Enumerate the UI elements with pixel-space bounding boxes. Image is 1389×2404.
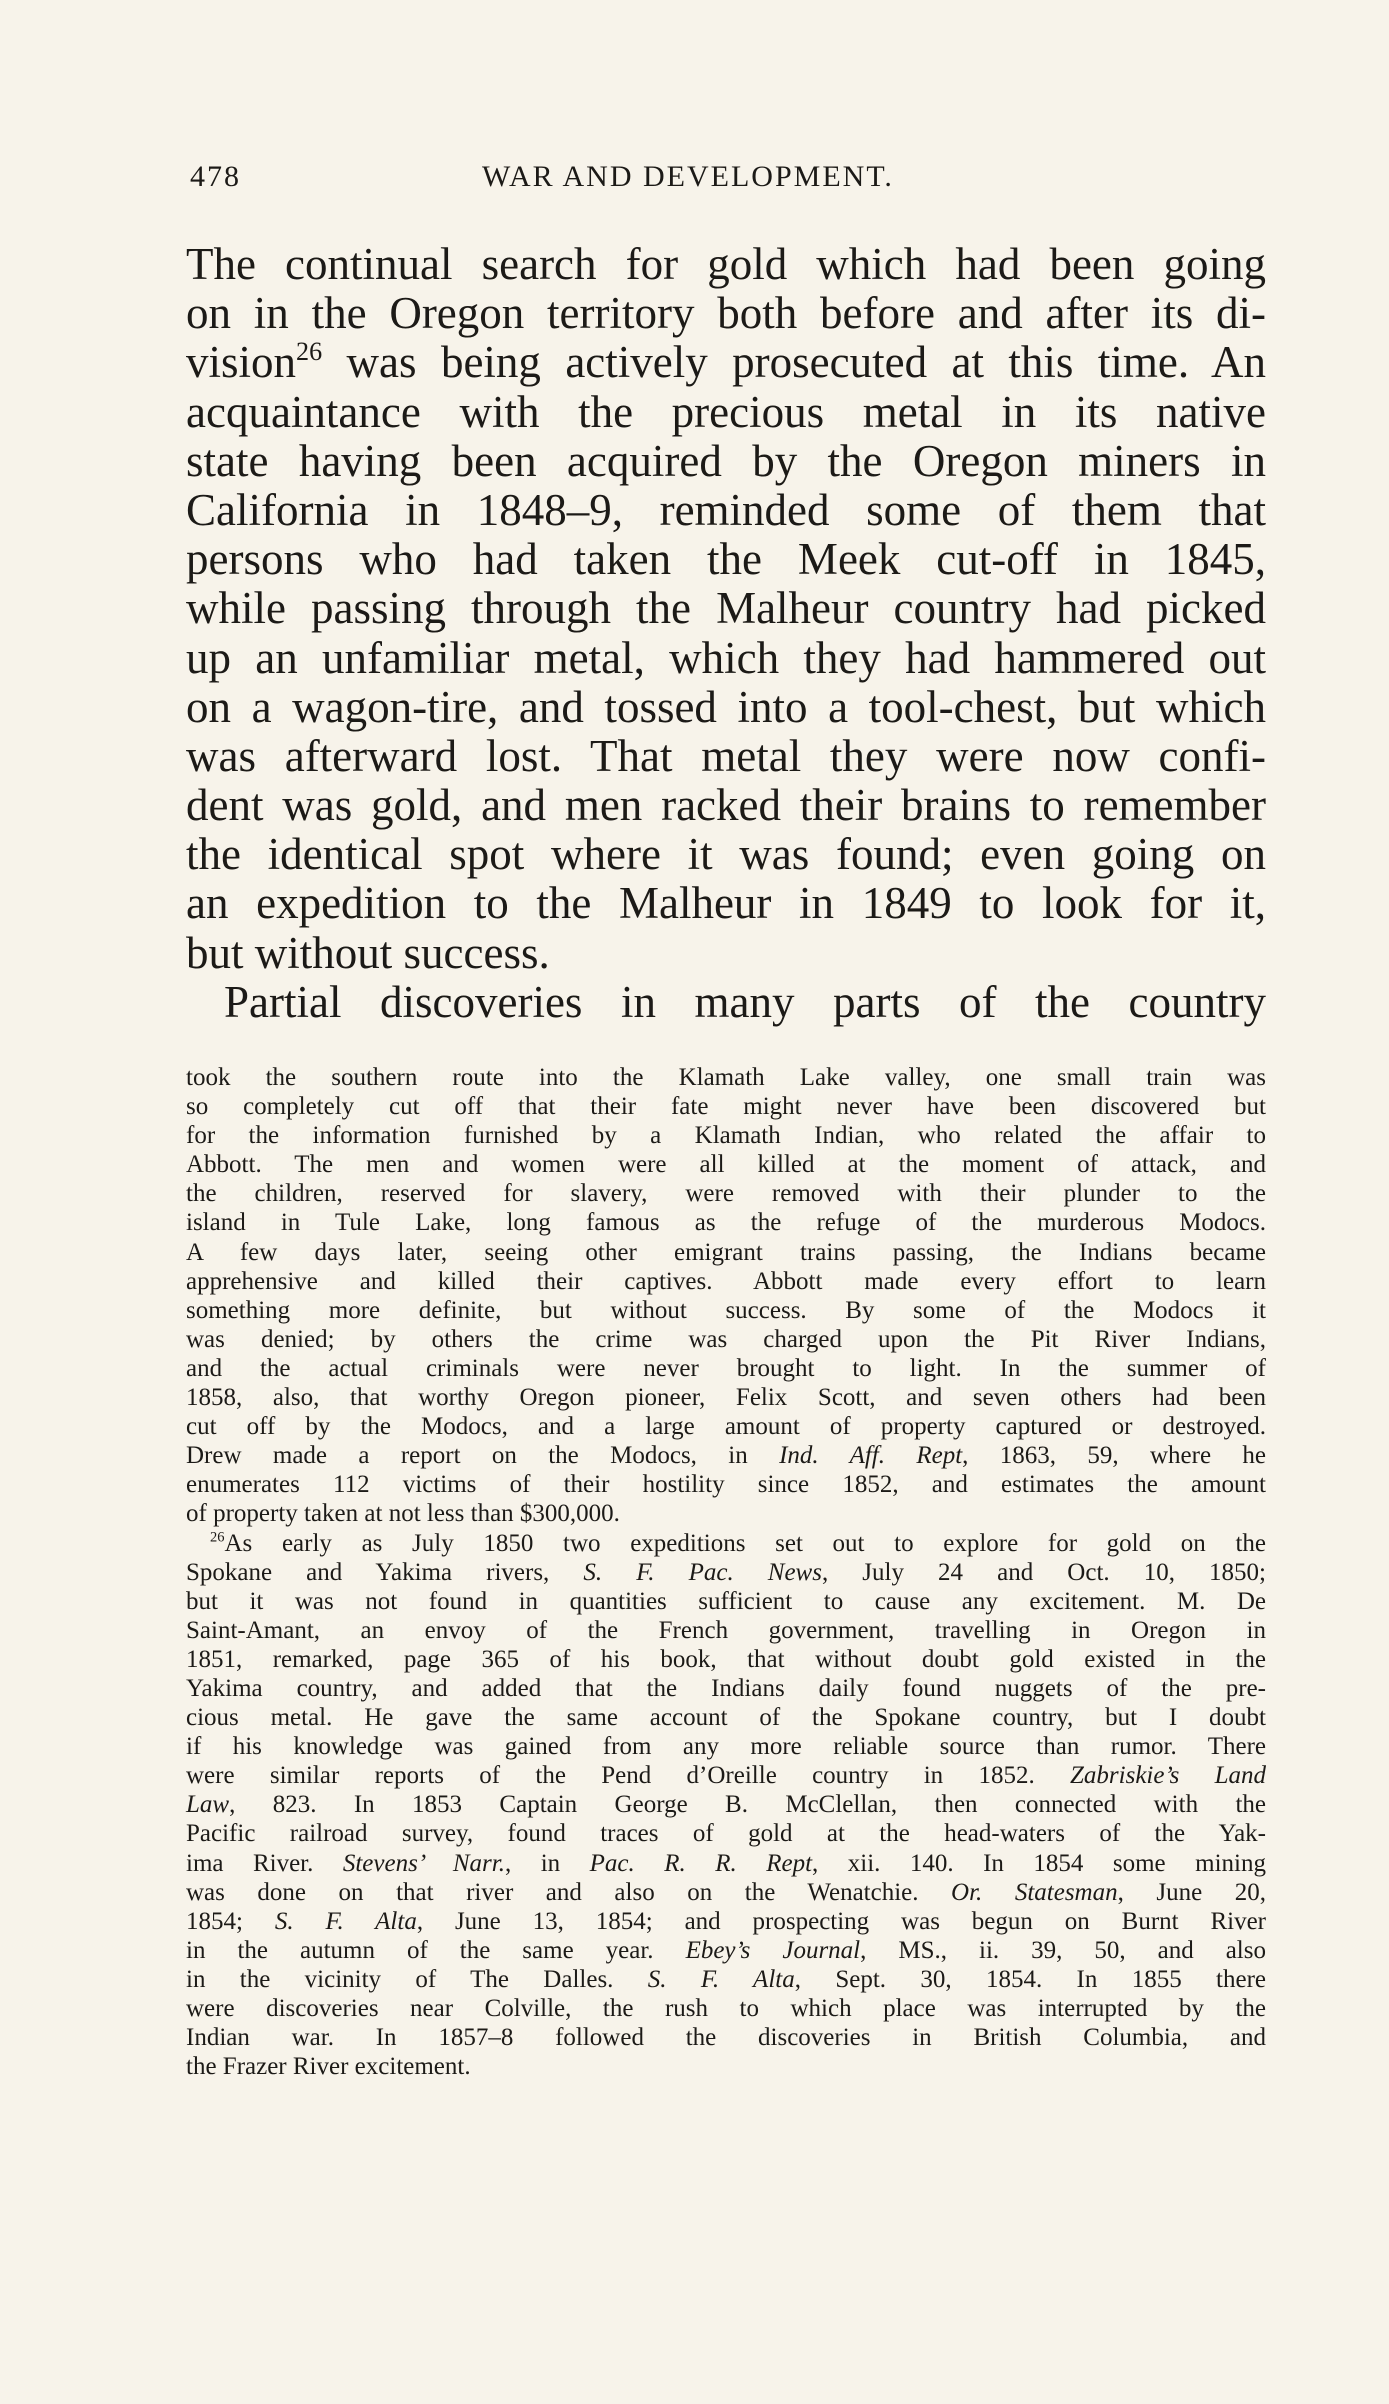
footnote-line: so completely cut off that their fate might never have been discovered but	[186, 1093, 1266, 1121]
main-text-line: up an unfamiliar metal, which they had hammered out	[186, 632, 1266, 683]
italic-reference: Zabriskie’s Land	[1070, 1762, 1267, 1790]
footnote-line: island in Tule Lake, long famous as the refuge of the murderous Modocs.	[186, 1209, 1266, 1237]
footnote-line: cious metal. He gave the same account of the Spokane country, but I doubt	[186, 1704, 1266, 1732]
footnote-line: 1854; S. F. Alta, June 13, 1854; and prospecting was begun on Burnt River	[186, 1907, 1266, 1935]
footnote-line: of property taken at not less than $300,000.	[186, 1500, 620, 1528]
main-text-paragraphs	[186, 240, 1266, 1027]
main-text-line: but without success.	[186, 927, 550, 978]
footnote-line: took the southern route into the Klamath Lake valley, one small train was	[186, 1064, 1266, 1091]
italic-reference: Pac. R. R. Rept	[589, 1849, 813, 1877]
italic-reference: Law	[186, 1791, 230, 1819]
footnote-line: something more definite, but without success. By some of the Modocs it	[186, 1296, 1266, 1324]
footnote-line: Drew made a report on the Modocs, in Ind. Aff. Rept, 1863, 59, where he	[186, 1442, 1266, 1470]
footnote-line: was done on that river and also on the Wenatchie. Or. Statesman, June 20,	[186, 1878, 1267, 1906]
footnote-line: in the vicinity of The Dalles. S. F. Alta, Sept. 30, 1854. In 1855 there	[186, 1965, 1267, 1993]
footnote-line: apprehensive and killed their captives. Abbott made every effort to learn	[186, 1267, 1266, 1295]
main-text-line: while passing through the Malheur country had picked	[186, 583, 1266, 634]
italic-reference: S. F. Alta	[274, 1907, 417, 1935]
footnote-line: $^{26}$As early as July 1850 two expeditions set out to explore for gold on the	[210, 1529, 1266, 1557]
footnote-marker: 26	[296, 337, 323, 367]
footnote-line: Indian war. In 1857–8 followed the discoveries in British Columbia, and	[186, 2024, 1266, 2052]
footnote-line: were discoveries near Colville, the rush to which place was interrupted by the	[186, 1995, 1266, 2022]
main-text-line: state having been acquired by the Oregon miners in	[186, 435, 1266, 486]
running-title: WAR AND DEVELOPMENT.	[482, 160, 894, 193]
footnote-line: Abbott. The men and women were all killed at the moment of attack, and	[186, 1151, 1266, 1179]
footnote-marker: 26	[210, 1529, 225, 1546]
main-text-line: an expedition to the Malheur in 1849 to look for it,	[186, 878, 1266, 929]
italic-reference: Ebey’s Journal	[685, 1936, 861, 1964]
footnote-line: in the autumn of the same year. Ebey’s Journal, MS., ii. 39, 50, and also	[186, 1936, 1266, 1964]
footnote-line: for the information furnished by a Klamath Indian, who related the affair to	[186, 1122, 1266, 1150]
main-text-line: California in 1848–9, reminded some of them that	[186, 484, 1266, 535]
main-text-line: vision$^{26}$ was being actively prosecuted at this time. An	[186, 337, 1266, 388]
footnote-line: if his knowledge was gained from any more reliable source than rumor. There	[186, 1733, 1266, 1761]
footnote-line: the Frazer River excitement.	[186, 2053, 471, 2081]
main-text-line: the identical spot where it was found; even going on	[186, 829, 1266, 880]
footnote-line: Pacific railroad survey, found traces of gold at the head-waters of the Yak-	[186, 1820, 1266, 1848]
main-text-line: on a wagon-tire, and tossed into a tool-chest, but which	[186, 681, 1266, 732]
main-text-line: on in the Oregon territory both before and after its di-	[186, 288, 1266, 339]
footnote-line: Yakima country, and added that the Indians daily found nuggets of the pre-	[186, 1674, 1266, 1702]
footnote-line: Saint-Amant, an envoy of the French government, travelling in Oregon in	[186, 1616, 1266, 1644]
footnote-line: was denied; by others the crime was charged upon the Pit River Indians,	[186, 1325, 1266, 1353]
footnotes	[186, 1063, 1266, 2081]
running-head	[190, 160, 960, 200]
italic-reference: Or. Statesman	[951, 1878, 1118, 1906]
footnote-line: Spokane and Yakima rivers, S. F. Pac. News, July 24 and Oct. 10, 1850;	[186, 1558, 1266, 1586]
footnote-line: and the actual criminals were never brought to light. In the summer of	[186, 1354, 1266, 1382]
italic-reference: Ind. Aff. Rept	[779, 1442, 963, 1470]
footnote-line: were similar reports of the Pend d’Oreille country in 1852. Zabriskie’s Land	[186, 1762, 1267, 1790]
footnote-line: the children, reserved for slavery, were removed with their plunder to the	[186, 1180, 1266, 1208]
main-text-line: Partial discoveries in many parts of the country	[224, 976, 1266, 1027]
footnote-line: 1858, also, that worthy Oregon pioneer, Felix Scott, and seven others had been	[186, 1384, 1266, 1412]
page-number: 478	[190, 160, 241, 193]
main-text-line: The continual search for gold which had been going	[186, 239, 1266, 289]
footnote-line: 1851, remarked, page 365 of his book, that without doubt gold existed in the	[186, 1645, 1266, 1673]
italic-reference: S. F. Alta	[647, 1965, 795, 1993]
main-text-line: was afterward lost. That metal they were now confi-	[186, 730, 1266, 781]
main-text-line: dent was gold, and men racked their brains to remember	[186, 780, 1266, 831]
italic-reference: S. F. Pac. News	[583, 1558, 822, 1586]
footnote-line: enumerates 112 victims of their hostility since 1852, and estimates the amount	[186, 1471, 1266, 1499]
footnote-line: but it was not found in quantities sufficient to cause any excitement. M. De	[186, 1587, 1266, 1615]
main-text-line: persons who had taken the Meek cut-off in 1845,	[186, 534, 1266, 585]
footnote-line: A few days later, seeing other emigrant trains passing, the Indians became	[186, 1238, 1266, 1266]
italic-reference: Stevens’ Narr.	[342, 1849, 505, 1877]
main-text-line: acquaintance with the precious metal in its native	[186, 386, 1266, 437]
footnote-line: ima River. Stevens’ Narr., in Pac. R. R. Rept, xii. 140. In 1854 some mining	[186, 1849, 1266, 1877]
footnote-line: cut off by the Modocs, and a large amount of property captured or destroyed.	[186, 1413, 1266, 1441]
footnote-line: Law, 823. In 1853 Captain George B. McClellan, then connected with the	[186, 1791, 1266, 1819]
